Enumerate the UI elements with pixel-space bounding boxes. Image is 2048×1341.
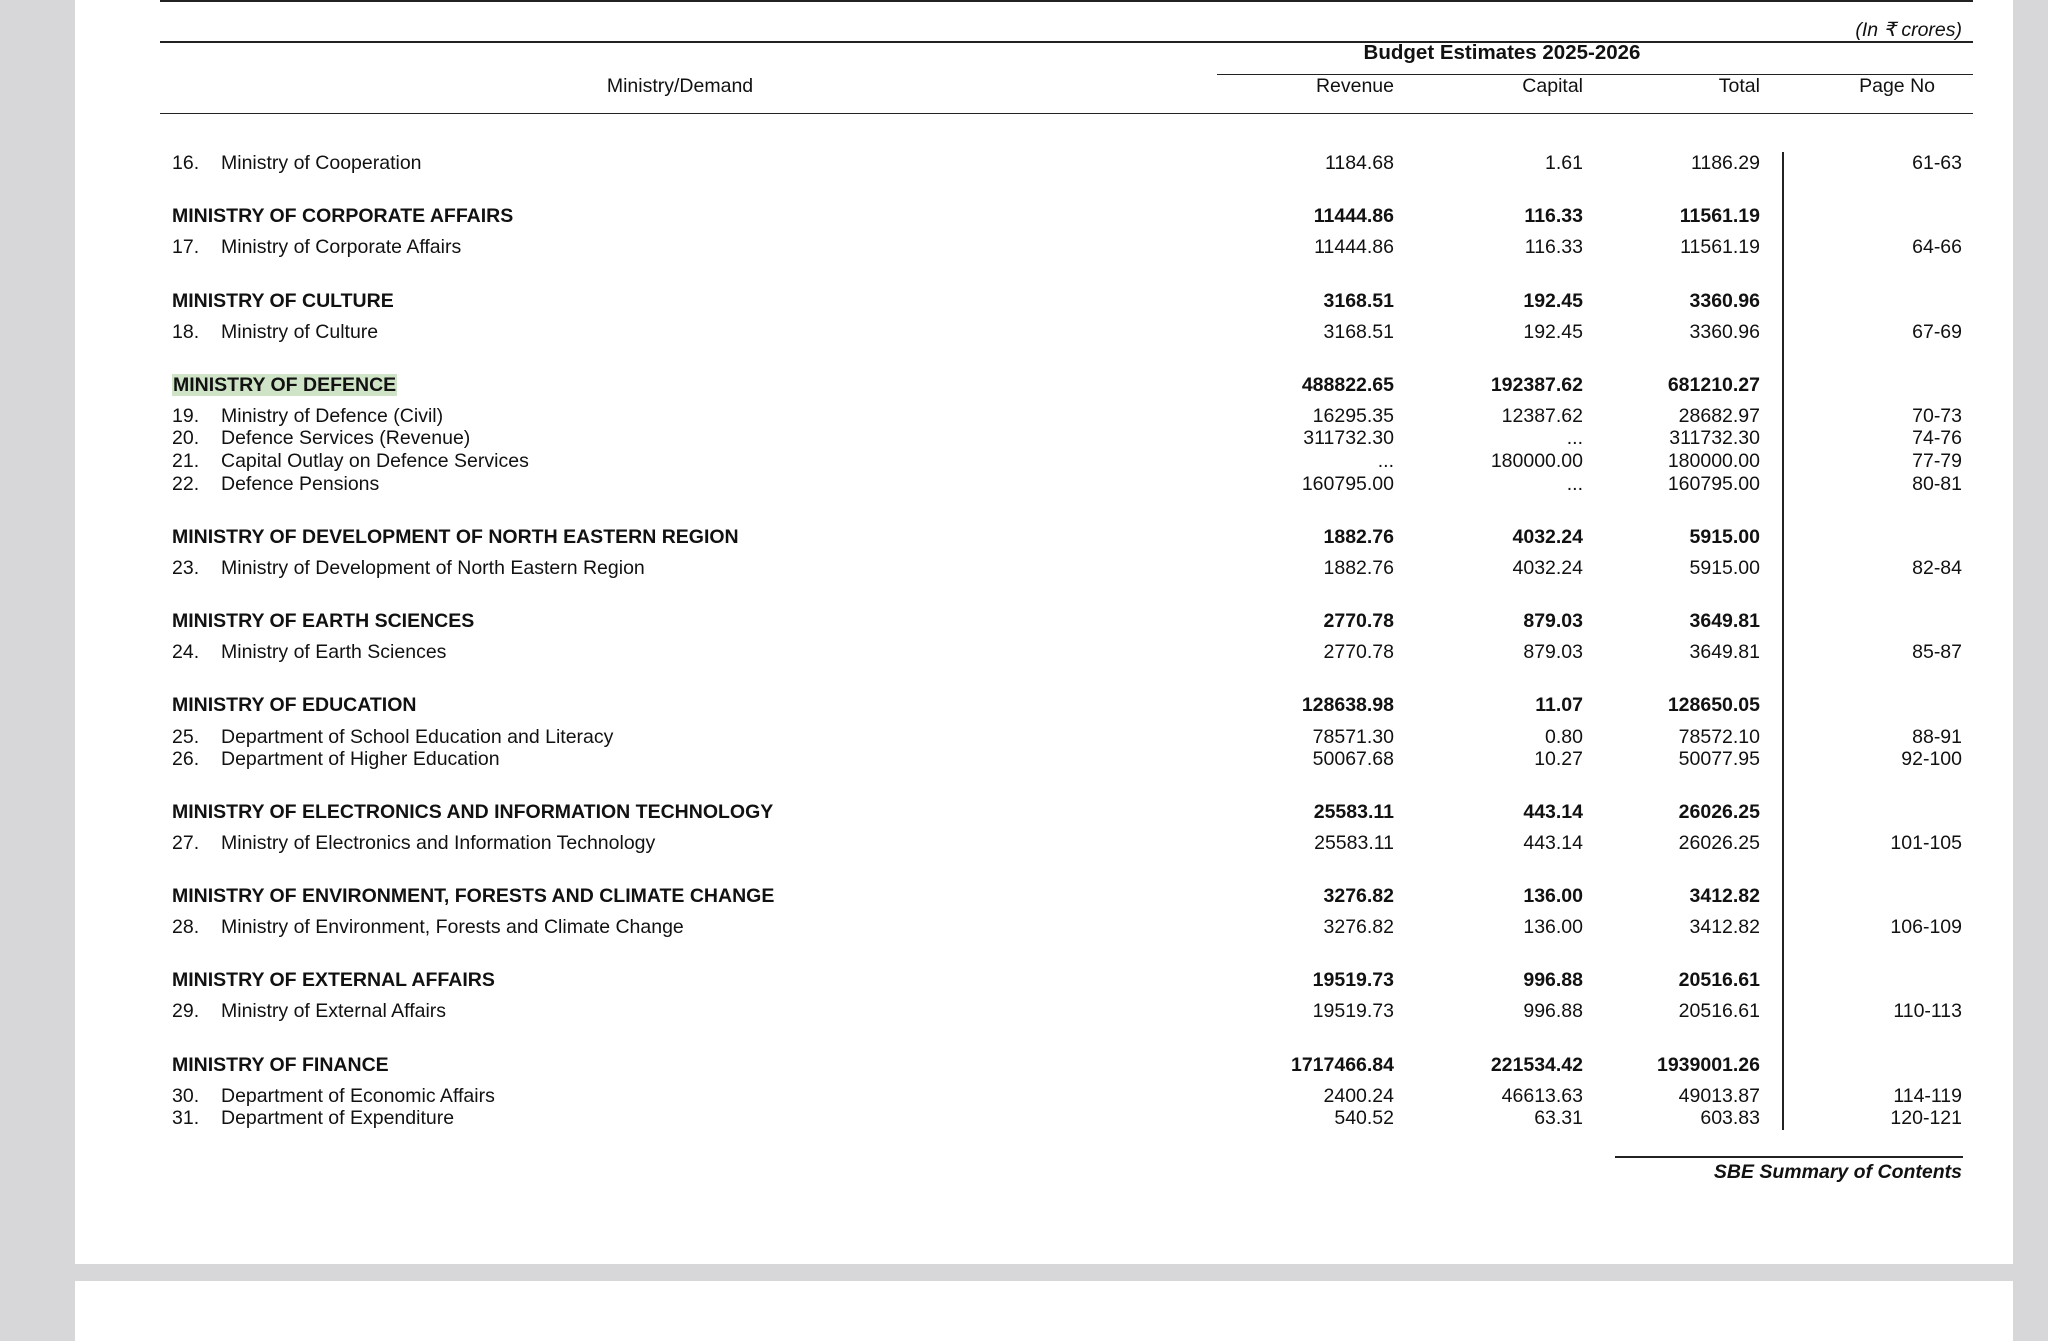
top-rule [160,0,1973,2]
demand-capital: 63.31 [1534,1107,1583,1129]
demand-name: Department of Higher Education [221,748,500,770]
demand-total: 311732.30 [1669,427,1760,449]
demand-revenue: 2400.24 [1323,1085,1394,1107]
demand-name: Defence Pensions [221,473,380,495]
demand-revenue: 25583.11 [1314,832,1394,854]
ministry-group-title: MINISTRY OF FINANCE [172,1054,389,1076]
demand-capital: 192.45 [1523,321,1583,343]
demand-page-no: 74-76 [1912,427,1962,449]
next-document-page [75,1281,2013,1341]
demand-total: 1186.29 [1690,152,1760,174]
demand-page-no: 82-84 [1912,557,1962,579]
demand-total: 50077.95 [1678,748,1760,770]
demand-number: 24. [172,641,200,663]
group-grand-total: 11561.19 [1679,205,1760,227]
group-revenue-total: 2770.78 [1323,610,1394,632]
demand-revenue: 3276.82 [1323,916,1394,938]
group-capital-total: 443.14 [1523,801,1583,823]
budget-title: Budget Estimates 2025-2026 [1363,41,1641,64]
demand-total: 3360.96 [1689,321,1760,343]
demand-revenue: 311732.30 [1303,427,1394,449]
group-revenue-total: 128638.98 [1301,694,1394,716]
demand-capital: ... [1566,427,1583,449]
demand-page-no: 114-119 [1893,1085,1962,1107]
demand-total: 603.83 [1700,1107,1760,1129]
demand-revenue: 16295.35 [1312,405,1394,427]
footer-rule [1615,1156,1963,1158]
demand-capital: 10.27 [1534,748,1583,770]
demand-capital: 1.61 [1545,152,1583,174]
demand-number: 25. [172,726,200,748]
group-grand-total: 26026.25 [1678,801,1760,823]
demand-name: Ministry of Earth Sciences [221,641,447,663]
demand-name: Department of Economic Affairs [221,1085,495,1107]
demand-revenue: 19519.73 [1312,1000,1394,1022]
group-capital-total: 4032.24 [1512,526,1583,548]
group-capital-total: 879.03 [1523,610,1583,632]
units-note: (In ₹ crores) [1855,19,1962,41]
group-capital-total: 116.33 [1524,205,1583,227]
demand-number: 23. [172,557,200,579]
demand-number: 28. [172,916,200,938]
group-revenue-total: 19519.73 [1312,969,1394,991]
group-capital-total: 192.45 [1523,290,1583,312]
demand-revenue: 1882.76 [1323,557,1394,579]
demand-revenue: 1184.68 [1324,152,1394,174]
revenue-header: Revenue [1315,75,1394,97]
group-grand-total: 3412.82 [1689,885,1760,907]
group-revenue-total: 1717466.84 [1290,1054,1394,1076]
group-grand-total: 3649.81 [1689,610,1760,632]
demand-number: 27. [172,832,200,854]
demand-total: 20516.61 [1678,1000,1760,1022]
ministry-group-title: MINISTRY OF CORPORATE AFFAIRS [172,205,514,227]
demand-number: 22. [172,473,200,495]
demand-page-no: 92-100 [1901,748,1962,770]
demand-capital: 46613.63 [1501,1085,1583,1107]
demand-capital: 136.00 [1523,916,1583,938]
demand-capital: 996.88 [1523,1000,1583,1022]
group-capital-total: 11.07 [1535,694,1583,716]
demand-name: Ministry of External Affairs [221,1000,447,1022]
demand-number: 31. [172,1107,200,1129]
demand-revenue: 160795.00 [1301,473,1394,495]
demand-total: 49013.87 [1678,1085,1760,1107]
demand-revenue: 540.52 [1334,1107,1394,1129]
demand-capital: 443.14 [1523,832,1583,854]
demand-page-no: 106-109 [1890,916,1962,938]
demand-name: Department of Expenditure [221,1107,455,1129]
demand-revenue: 11444.86 [1314,236,1394,258]
demand-total: 11561.19 [1680,236,1760,258]
demand-page-no: 61-63 [1912,152,1962,174]
group-revenue-total: 488822.65 [1301,374,1394,396]
page-no-header: Page No [1859,75,1935,97]
group-grand-total: 3360.96 [1689,290,1760,312]
demand-number: 20. [172,427,200,449]
demand-name: Ministry of Development of North Eastern Region [221,557,645,579]
demand-revenue: 2770.78 [1323,641,1394,663]
demand-revenue: 3168.51 [1323,321,1394,343]
demand-name: Department of School Education and Literacy [221,726,614,748]
group-capital-total: 996.88 [1523,969,1583,991]
demand-revenue: 50067.68 [1312,748,1394,770]
demand-page-no: 67-69 [1912,321,1962,343]
total-header: Total [1718,75,1760,97]
group-revenue-total: 25583.11 [1313,801,1394,823]
demand-name: Ministry of Cooperation [221,152,422,174]
ministry-group-title: MINISTRY OF EARTH SCIENCES [172,610,475,632]
group-grand-total: 1939001.26 [1656,1054,1760,1076]
demand-number: 16. [172,152,200,174]
group-revenue-total: 3168.51 [1323,290,1394,312]
demand-total: 28682.97 [1678,405,1760,427]
demand-number: 26. [172,748,200,770]
ministry-group-title: MINISTRY OF ELECTRONICS AND INFORMATION TECHNOLOGY [172,801,774,823]
demand-revenue: 78571.30 [1312,726,1394,748]
group-grand-total: 20516.61 [1678,969,1760,991]
group-revenue-total: 3276.82 [1323,885,1394,907]
demand-capital: 0.80 [1545,726,1583,748]
demand-capital: 879.03 [1523,641,1583,663]
footer-text: SBE Summary of Contents [1713,1161,1962,1183]
ministry-group-title: MINISTRY OF DEFENCE [173,374,397,396]
demand-name: Ministry of Environment, Forests and Climate Change [221,916,684,938]
demand-number: 18. [172,321,200,343]
demand-page-no: 88-91 [1912,726,1962,748]
demand-total: 3412.82 [1689,916,1760,938]
ministry-group-title: MINISTRY OF EXTERNAL AFFAIRS [172,969,495,991]
group-capital-total: 221534.42 [1490,1054,1583,1076]
demand-number: 29. [172,1000,200,1022]
demand-number: 30. [172,1085,200,1107]
demand-capital: 4032.24 [1512,557,1583,579]
ministry-group-title: MINISTRY OF EDUCATION [172,694,417,716]
ministry-header: Ministry/Demand [606,75,754,97]
demand-total: 160795.00 [1667,473,1760,495]
demand-page-no: 77-79 [1912,450,1962,472]
ministry-group-title: MINISTRY OF CULTURE [172,290,394,312]
group-capital-total: 136.00 [1523,885,1583,907]
demand-total: 3649.81 [1689,641,1760,663]
demand-page-no: 70-73 [1912,405,1962,427]
column-header-rule [160,113,1973,114]
group-revenue-total: 11444.86 [1313,205,1394,227]
demand-number: 19. [172,405,200,427]
demand-capital: 12387.62 [1501,405,1583,427]
demand-capital: 180000.00 [1490,450,1583,472]
capital-header: Capital [1522,75,1583,97]
demand-name: Defence Services (Revenue) [221,427,471,449]
demand-page-no: 85-87 [1912,641,1962,663]
demand-number: 17. [172,236,200,258]
demand-capital: ... [1566,473,1583,495]
group-grand-total: 128650.05 [1667,694,1760,716]
demand-name: Ministry of Corporate Affairs [221,236,462,258]
demand-number: 21. [172,450,200,472]
demand-total: 5915.00 [1689,557,1760,579]
demand-total: 26026.25 [1678,832,1760,854]
ministry-group-title: MINISTRY OF DEVELOPMENT OF NORTH EASTERN REGION [172,526,739,548]
demand-page-no: 64-66 [1912,236,1962,258]
group-revenue-total: 1882.76 [1323,526,1394,548]
group-capital-total: 192387.62 [1490,374,1583,396]
demand-page-no: 101-105 [1890,832,1962,854]
demand-capital: 116.33 [1524,236,1583,258]
demand-total: 180000.00 [1667,450,1760,472]
demand-total: 78572.10 [1678,726,1760,748]
demand-name: Capital Outlay on Defence Services [221,450,529,472]
group-grand-total: 5915.00 [1689,526,1760,548]
demand-name: Ministry of Culture [221,321,379,343]
group-grand-total: 681210.27 [1667,374,1760,396]
demand-page-no: 80-81 [1912,473,1962,495]
demand-revenue: ... [1377,450,1394,472]
demand-page-no: 120-121 [1890,1107,1962,1129]
ministry-group-title: MINISTRY OF ENVIRONMENT, FORESTS AND CLIMATE CHANGE [172,885,775,907]
demand-name: Ministry of Electronics and Information Technology [221,832,656,854]
demand-name: Ministry of Defence (Civil) [221,405,444,427]
demand-page-no: 110-113 [1893,1000,1962,1022]
